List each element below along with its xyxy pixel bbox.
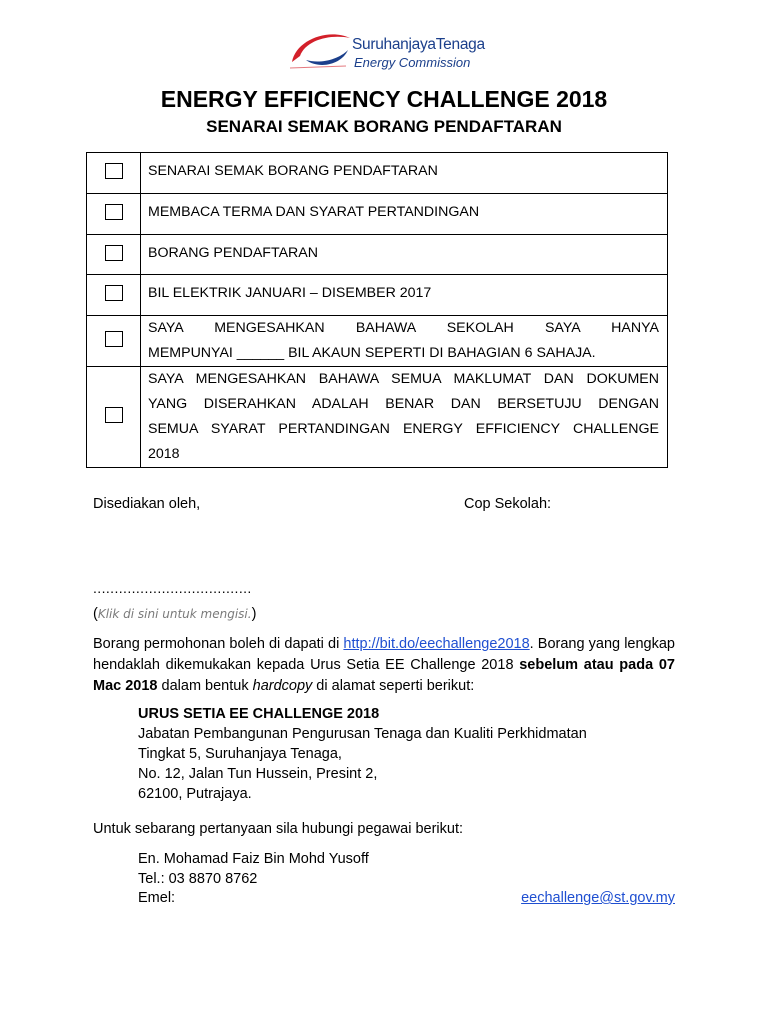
signature-line: ..................................... [93,580,252,596]
instructions-paragraph: Borang permohonan boleh di dapati di http://bit.do/eechallenge2018. Borang yang lengkap hendaklah dikemukakan kepada Urus Setia EE Challenge 2018 sebelum atau pada 07 Mac 2018 dalam bentuk hardcopy di alamat seperti berikut: [93,636,675,694]
email-label: Emel: [138,890,176,906]
energy-commission-logo [286,30,506,74]
address-line: Tingkat 5, Suruhanjaya Tenaga, [138,746,342,762]
fill-in-field[interactable]: (Klik di sini untuk mengisi.) [93,606,257,622]
checklist-table [86,152,668,468]
checklist-row [87,367,668,468]
checklist-row [87,275,668,316]
address-line: No. 12, Jalan Tun Hussein, Presint 2, [138,766,378,782]
swoosh-logo-icon [286,30,356,74]
checklist-item-text: SAYA MENGESAHKAN BAHAWA SEMUA MAKLUMAT DAN DOKUMEN YANG DISERAHKAN ADALAH BENAR DAN BERSETUJU DENGAN SEMUA SYARAT PERTANDINGAN ENERGY EFFICIENCY CHALLENGE 2018 [141,367,668,468]
enquiry-text: Untuk sebarang pertanyaan sila hubungi pegawai berikut: [93,821,463,837]
checkbox[interactable] [105,163,123,179]
checklist-row [87,153,668,194]
address-heading: URUS SETIA EE CHALLENGE 2018 [138,706,380,722]
page-subtitle: SENARAI SEMAK BORANG PENDAFTARAN [206,117,562,136]
fill-hint: Klik di sini untuk mengisi. [97,607,252,621]
checklist-item-text: SAYA MENGESAHKAN BAHAWA SEKOLAH SAYA HANYA MEMPUNYAI ______ BIL AKAUN SEPERTI DI BAHAGIAN 6 SAHAJA. [141,316,668,367]
hardcopy-text: hardcopy [252,678,313,694]
address-line: Jabatan Pembangunan Pengurusan Tenaga dan Kualiti Perkhidmatan [138,726,587,742]
contact-phone: Tel.: 03 8870 8762 [138,870,258,887]
checklist-row [87,194,668,235]
checklist-item-text: BORANG PENDAFTARAN [141,235,668,275]
logo-name: SuruhanjayaTenaga [352,36,485,53]
checklist-item-text: MEMBACA TERMA DAN SYARAT PERTANDINGAN [141,194,668,235]
logo-subtitle: Energy Commission [354,55,471,70]
checkbox[interactable] [105,331,123,347]
checkbox[interactable] [105,407,123,423]
mailing-address [138,704,587,804]
checkbox[interactable] [105,285,123,301]
checklist-row [87,316,668,367]
email-link[interactable]: eechallenge@st.gov.my [521,890,675,906]
address-line: 62100, Putrajaya. [138,786,252,802]
contact-name: En. Mohamad Faiz Bin Mohd Yusoff [138,851,369,867]
checkbox[interactable] [105,204,123,220]
page-title: ENERGY EFFICIENCY CHALLENGE 2018 [160,86,608,112]
school-stamp-label: Cop Sekolah: [464,496,552,512]
prepared-by-label: Disediakan oleh, [93,496,201,512]
checkbox[interactable] [105,245,123,261]
deadline-text: sebelum atau pada 07 Mac 2018 [93,657,675,694]
checklist-row [87,235,668,275]
checklist-item-text: BIL ELEKTRIK JANUARI – DISEMBER 2017 [141,275,668,316]
checklist-item-text: SENARAI SEMAK BORANG PENDAFTARAN [141,153,668,194]
contact-block [138,850,675,909]
form-download-link[interactable]: http://bit.do/eechallenge2018 [343,636,530,652]
